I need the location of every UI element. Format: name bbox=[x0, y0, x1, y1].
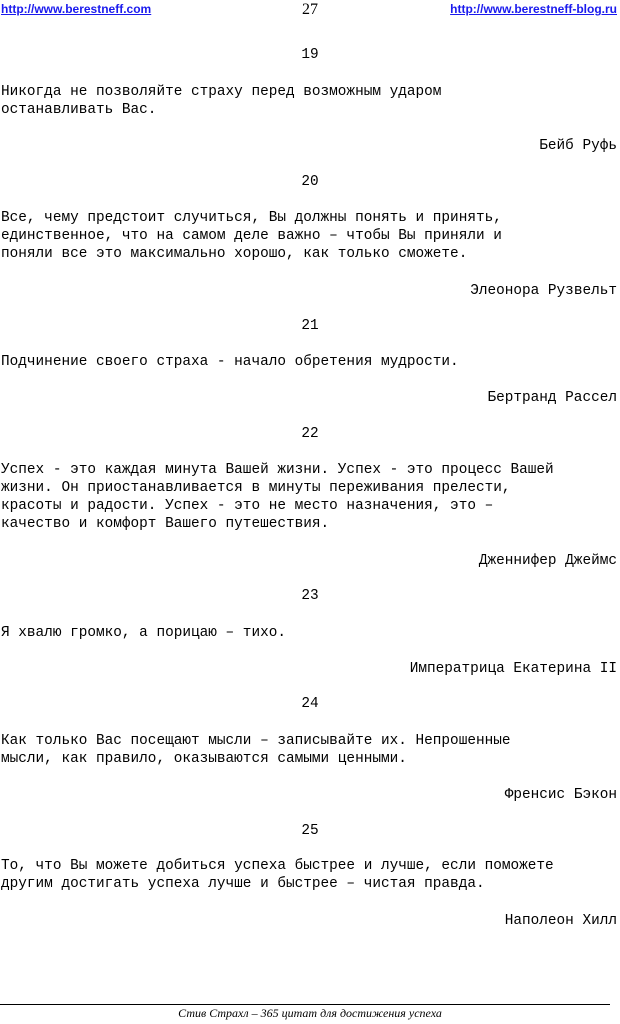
quote-author: Элеонора Рузвельт bbox=[470, 283, 617, 299]
quote-number: 22 bbox=[301, 426, 319, 442]
quote-author: Дженнифер Джеймс bbox=[478, 553, 617, 569]
quote-text: Успех - это каждая минута Вашей жизни. Успех - это процесс Вашей жизни. Он приостанавливается в минуты переживания прелести, красоты и радости. Успех - это не место назначения, это – качество и комфорт Вашего путешествия. bbox=[1, 462, 554, 532]
quote-number: 20 bbox=[301, 174, 319, 190]
page-number: 27 bbox=[302, 1, 318, 18]
quote-text: Как только Вас посещают мысли – записывайте их. Непрошенные мысли, как правило, оказываются самыми ценными. bbox=[1, 733, 511, 767]
quote-text: Подчинение своего страха - начало обретения мудрости. bbox=[1, 354, 459, 370]
quote-number: 19 bbox=[301, 47, 319, 63]
page-footer: Стив Страхл – 365 цитат для достижения успеха bbox=[178, 1006, 442, 1020]
quote-author: Бертранд Рассел bbox=[487, 390, 617, 406]
quote-number: 24 bbox=[301, 696, 319, 712]
quote-number: 21 bbox=[301, 318, 319, 334]
quote-number: 25 bbox=[301, 823, 319, 839]
site-link-left[interactable]: http://www.berestneff.com bbox=[1, 2, 152, 16]
site-link-right[interactable]: http://www.berestneff-blog.ru bbox=[450, 2, 617, 16]
quote-author: Френсис Бэкон bbox=[504, 787, 617, 803]
quote-author: Бейб Руфь bbox=[539, 138, 617, 154]
quote-number: 23 bbox=[301, 588, 319, 604]
quote-text: Я хвалю громко, а порицаю – тихо. bbox=[1, 625, 286, 641]
quote-text: То, что Вы можете добиться успеха быстрее и лучше, если поможете другим достигать успеха лучше и быстрее – чистая правда. bbox=[1, 858, 554, 892]
quote-author: Императрица Екатерина II bbox=[409, 661, 617, 677]
footer-divider bbox=[0, 1004, 610, 1005]
page-header bbox=[0, 0, 620, 22]
quote-text: Все, чему предстоит случиться, Вы должны понять и принять, единственное, что на самом деле важно – чтобы Вы приняли и поняли все это максимально хорошо, как только сможете. bbox=[1, 210, 502, 262]
quote-text: Никогда не позволяйте страху перед возможным ударом останавливать Вас. bbox=[1, 84, 442, 118]
quote-author: Наполеон Хилл bbox=[504, 913, 617, 929]
